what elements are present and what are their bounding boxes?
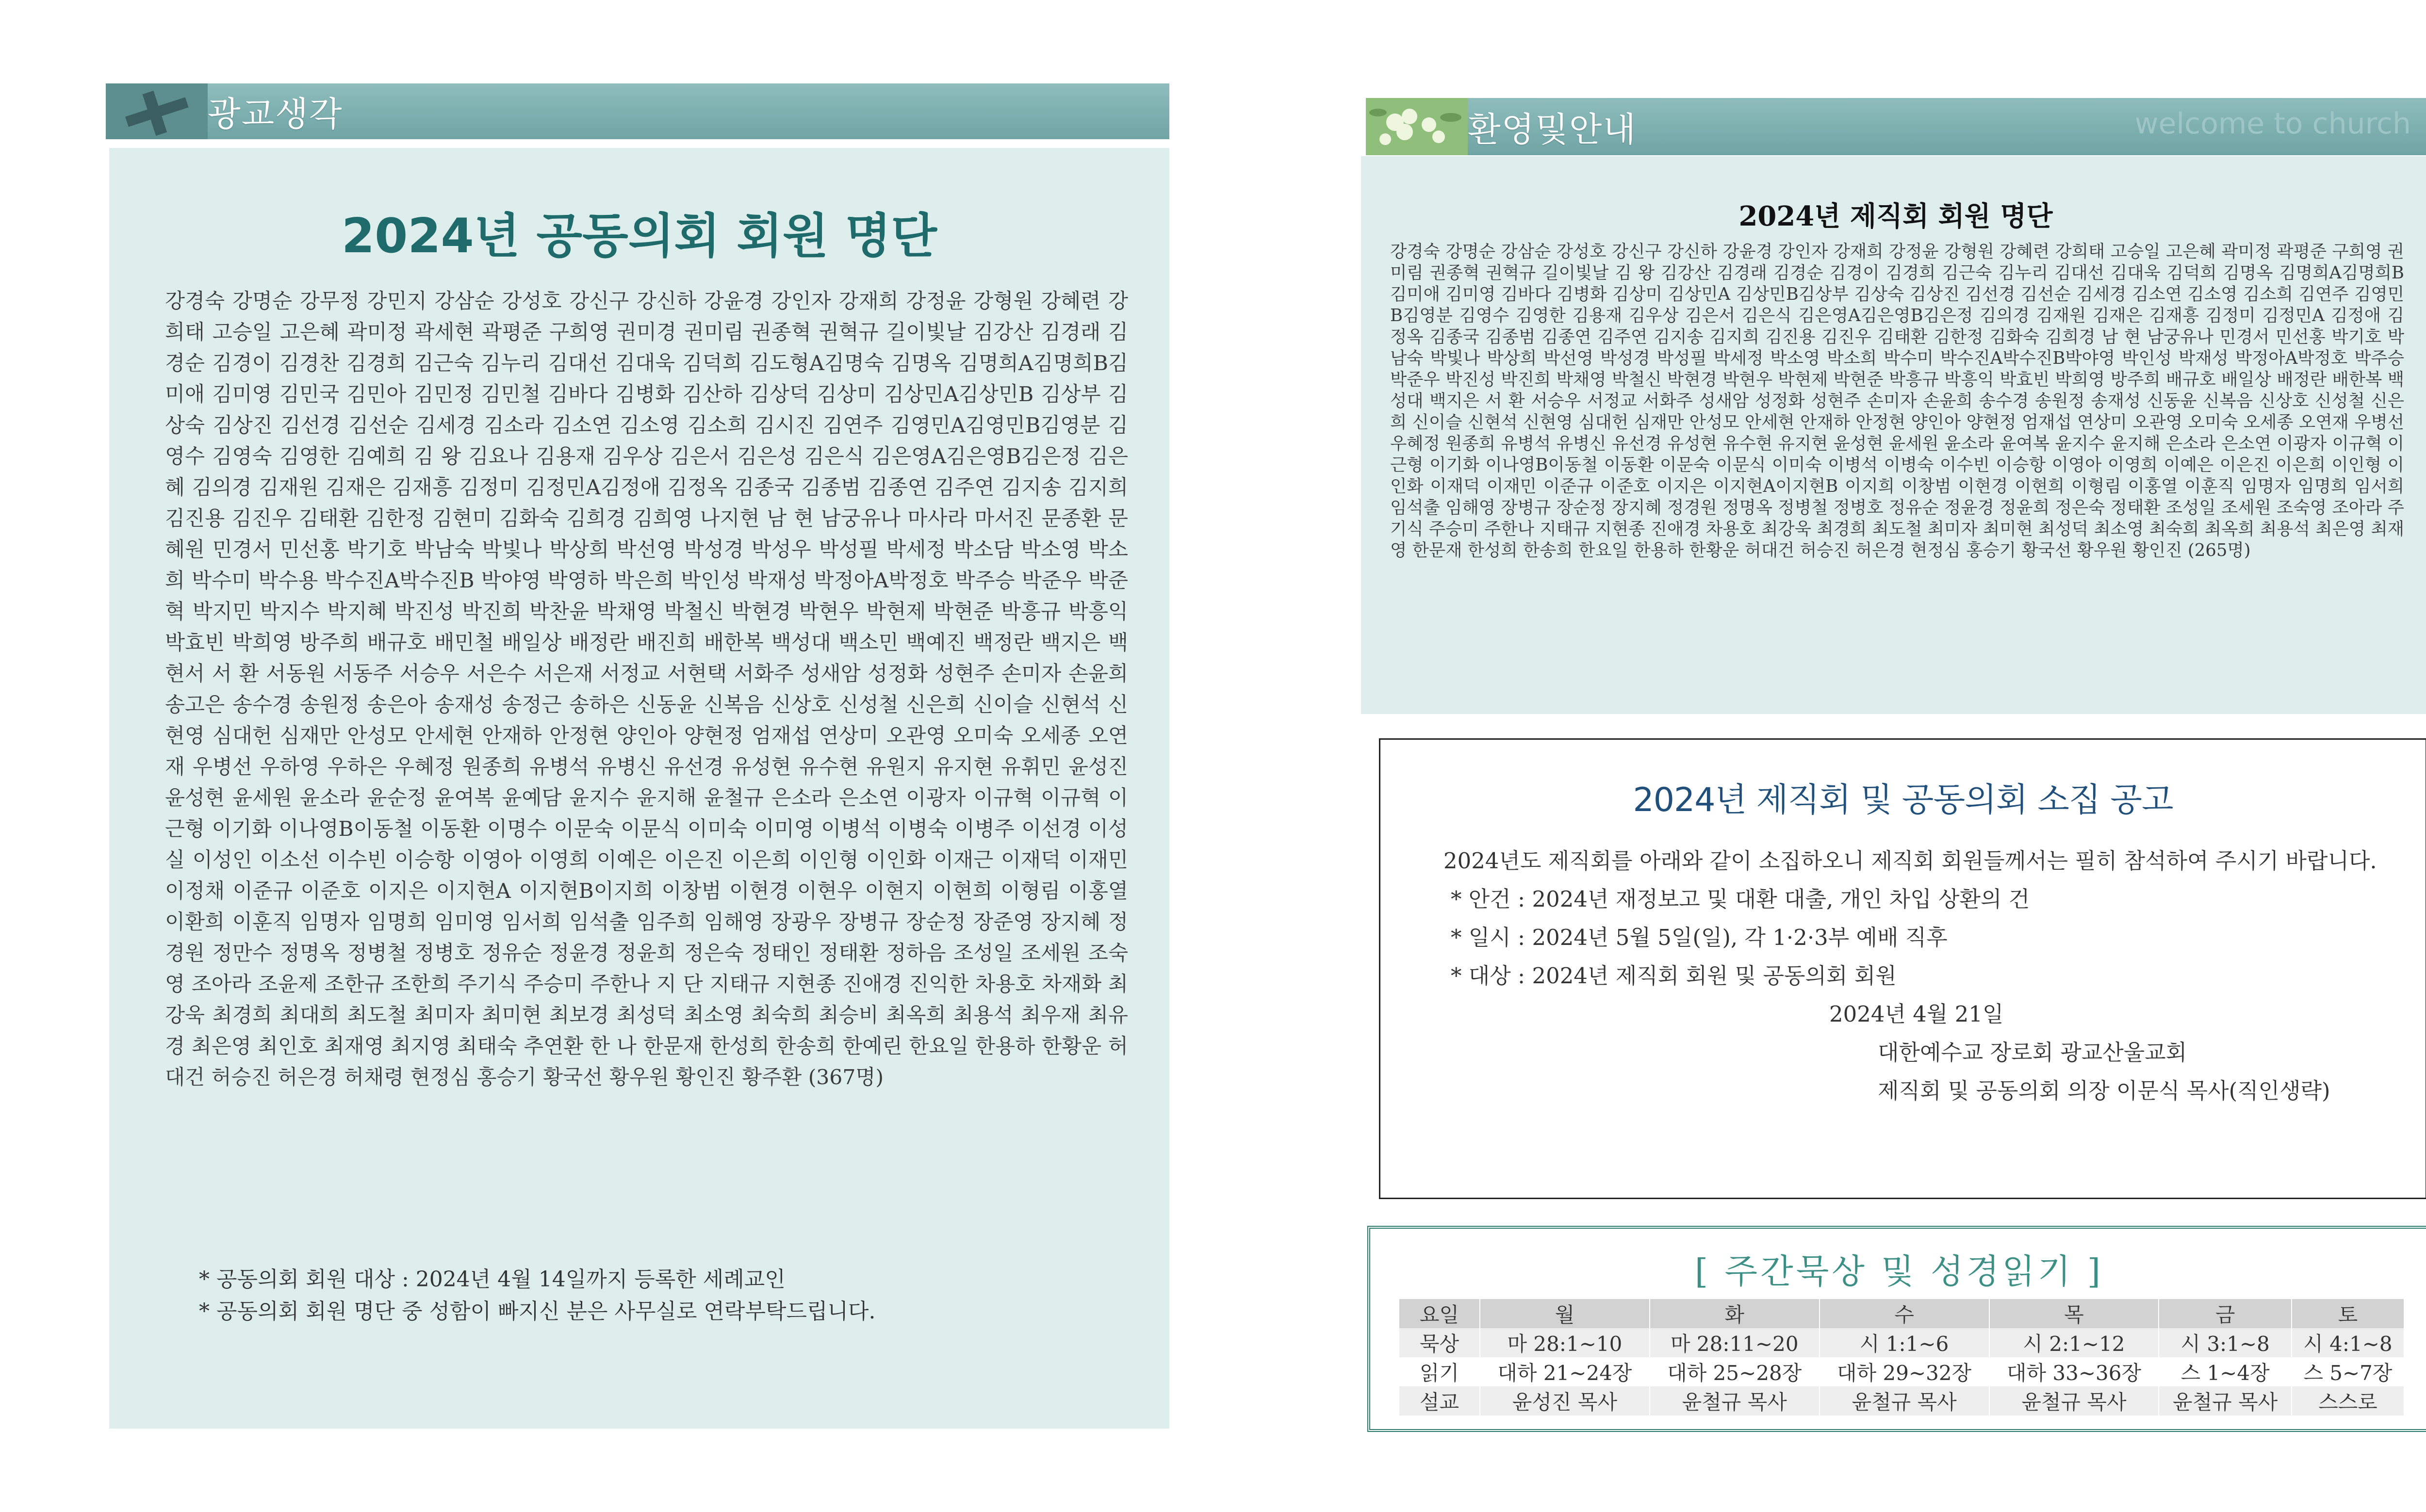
- left-header-title: 광교생각: [208, 94, 343, 134]
- devotion-cell: 시 3:1~8: [2159, 1328, 2291, 1357]
- notice-item: * 대상 : 2024년 제직회 회원 및 공동의회 회원: [1451, 963, 1897, 989]
- devotion-row: [1399, 1357, 2404, 1386]
- notice-title: 2024년 제직회 및 공동의회 소집 공고: [1633, 781, 2173, 819]
- devotion-row: [1399, 1328, 2404, 1357]
- devotion-cell: 대하 21~24장: [1480, 1357, 1650, 1386]
- devotion-cell: 시 2:1~12: [1989, 1328, 2159, 1357]
- devotion-cell: 묵상: [1399, 1328, 1480, 1357]
- roster-title: 2024년 공동의회 회원 명단: [341, 209, 937, 264]
- welcome-subtitle: welcome to church: [2134, 107, 2411, 141]
- devotion-header-cell: 요일: [1399, 1299, 1480, 1328]
- devotion-cell: 대하 29~32장: [1820, 1357, 1989, 1386]
- staff-roster-panel: [1361, 156, 2426, 714]
- congregation-roster-panel: [109, 148, 1169, 1429]
- devotion-header-cell: 화: [1650, 1299, 1820, 1328]
- notice-item: * 일시 : 2024년 5월 5일(일), 각 1·2·3부 예배 직후: [1451, 925, 1948, 950]
- staff-roster-names: 강경숙 강명순 강삼순 강성호 강신구 강신하 강윤경 강인자 강재희 강정윤 강형원 강혜련 강희태 고승일 고은혜 곽미정 곽평준 구희영 권미림 권종혁 권혁규 길이빛날 김 왕 김강산 김경래 김경순 김경이 김경희 김근숙 김누리 김대선 김대욱 김덕희 김명옥 김명희A김명희B김미애 김미영 김바다 김병화 김상미 김상민A 김상민B김상부 김상숙 김상진 김선경 김선순 김세경 김소연 김소영 김소희 김연주 김영민B김영분 김영수 김영한 김용재 김우상 김은서 김은식 김은영A김은영B김은정 김의경 김재원 김재은 김재흥 김정미 김정민A 김정애 김정옥 김종국 김종범 김종연 김주연 김지송 김지희 김진용 김진우 김태환 김한정 김화숙 김희경 남 현 남궁유나 민경서 민선홍 박기호 박남숙 박빛나 박상희 박선영 박성경 박성필 박세정 박소영 박소희 박수미 박수진A박수진B박야영 박인성 박재성 박정아A박정호 박주승 박준우 박진성 박진희 박채영 박철신 박현경 박현우 박현제 박현준 박흥규 박흥익 박효빈 박희영 방주희 배규호 배일상 배정란 배한복 백성대 백지은 서 환 서승우 서정교 서화주 성새암 성정화 성현주 손미자 손윤희 송수경 송원정 송재성 신동윤 신복음 신상호 신성철 신은희 신이슬 신현석 신현영 심대헌 심재만 안성모 안세현 안재하 안정현 양인아 양현정 엄재섭 연상미 오관영 오미숙 오세종 오연재 우병선 우혜정 원종희 유병석 유병신 유선경 유성현 유수현 유지현 윤성현 윤세원 윤소라 윤여복 윤지수 윤지해 은소라 은소연 이광자 이규혁 이근형 이기화 이나영B이동철 이동환 이문숙 이문식 이미숙 이병석 이병숙 이수빈 이승항 이영아 이영희 이예은 이은진 이은희 이인형 이인화 이재덕 이재민 이준규 이준호 이지은 이지현A이지현B 이지희 이창범 이현경 이현희 이형림 이홍열 이훈직 임명자 임명희 임서희 임석출 임해영 장병규 장순정 장지혜 정경원 정명옥 정병철 정병호 정유순 정윤경 정윤희 정은숙 정태환 조성일 조세원 조숙영 조아라 주기식 주승미 주한나 지태규 지현종 진애경 차용호 최강욱 최경희 최도철 최미자 최미현 최성덕 최소영 최숙희 최옥희 최용석 최은영 최재영 한문재 한성희 한송희 한요일 한용하 한황운 허대건 허승진 허은경 현정심 홍승기 황국선 황우원 황인진 (265명): [1390, 242, 2404, 560]
- devotion-cell: 시 4:1~8: [2292, 1328, 2404, 1357]
- devotion-cell: 윤성진 목사: [1480, 1386, 1650, 1415]
- devotion-cell: 윤철규 목사: [1989, 1386, 2159, 1415]
- notice-date: 2024년 4월 21일: [1829, 1001, 2004, 1027]
- roster-notes: [199, 1264, 875, 1328]
- devotion-header-cell: 수: [1820, 1299, 1989, 1328]
- right-header-title: 환영및안내: [1468, 109, 1637, 149]
- notice-intro: 2024년도 제직회를 아래와 같이 소집하오니 제직회 회원들께서는 필히 참석하여 주시기 바랍니다.: [1443, 848, 2377, 874]
- notice-item: * 안건 : 2024년 재정보고 및 대환 대출, 개인 차입 상환의 건: [1451, 886, 2030, 912]
- flower-icon: [1366, 98, 1468, 155]
- devotion-cell: 시 1:1~6: [1820, 1328, 1989, 1357]
- weekly-devotion-frame: [1367, 1226, 2426, 1432]
- devotion-header-cell: 금: [2159, 1299, 2291, 1328]
- roster-note: * 공동의회 회원 대상 : 2024년 4월 14일까지 등록한 세례교인: [199, 1267, 786, 1292]
- staff-roster-title: 2024년 제직회 회원 명단: [1738, 200, 2053, 232]
- devotion-header-cell: 월: [1480, 1299, 1650, 1328]
- devotion-table: [1399, 1299, 2404, 1415]
- devotion-cell: 스 1~4장: [2159, 1357, 2291, 1386]
- roster-note: * 공동의회 회원 명단 중 성함이 빠지신 분은 사무실로 연락부탁드립니다.: [199, 1299, 876, 1324]
- devotion-cell: 윤철규 목사: [1650, 1386, 1820, 1415]
- devotion-cell: 마 28:11~20: [1650, 1328, 1820, 1357]
- devotion-row: [1399, 1386, 2404, 1415]
- devotion-cell: 스 5~7장: [2292, 1357, 2404, 1386]
- devotion-header-cell: 목: [1989, 1299, 2159, 1328]
- left-section-header: [106, 83, 1169, 139]
- devotion-cell: 스스로: [2292, 1386, 2404, 1415]
- notice-church: 대한예수교 장로회 광교산울교회: [1878, 1040, 2187, 1065]
- devotion-cell: 설교: [1399, 1386, 1480, 1415]
- devotion-cell: 윤철규 목사: [2159, 1386, 2291, 1415]
- devotion-cell: 대하 25~28장: [1650, 1357, 1820, 1386]
- notice-signature: 제직회 및 공동의회 의장 이문식 목사(직인생략): [1878, 1078, 2330, 1104]
- devotion-cell: 윤철규 목사: [1820, 1386, 1989, 1415]
- devotion-header-row: [1399, 1299, 2404, 1328]
- devotion-cell: 읽기: [1399, 1357, 1480, 1386]
- notice-body: [1426, 842, 2387, 1110]
- devotion-title: [ 주간묵상 및 성경읽기 ]: [1694, 1252, 2104, 1291]
- meeting-notice: [1379, 738, 2426, 1199]
- devotion-cell: 대하 33~36장: [1989, 1357, 2159, 1386]
- roster-names: 강경숙 강명순 강무정 강민지 강삼순 강성호 강신구 강신하 강윤경 강인자 강재희 강정윤 강형원 강혜련 강희태 고승일 고은혜 곽미정 곽세현 곽평준 구희영 권미경 권미림 권종혁 권혁규 길이빛날 김강산 김경래 김경순 김경이 김경찬 김경희 김근숙 김누리 김대선 김대욱 김덕희 김도형A김명숙 김명옥 김명희A김명희B김미애 김미영 김민국 김민아 김민정 김민철 김바다 김병화 김산하 김상덕 김상미 김상민A김상민B 김상부 김상숙 김상진 김선경 김선순 김세경 김소라 김소연 김소영 김소희 김시진 김연주 김영민A김영민B김영분 김영수 김영숙 김영한 김예희 김 왕 김요나 김용재 김우상 김은서 김은성 김은식 김은영A김은영B김은정 김은혜 김의경 김재원 김재은 김재흥 김정미 김정민A김정애 김정옥 김종국 김종범 김종연 김주연 김지송 김지희 김진용 김진우 김태환 김한정 김현미 김화숙 김희경 김희영 나지현 남 현 남궁유나 마사라 마서진 문종환 문혜원 민경서 민선홍 박기호 박남숙 박빛나 박상희 박선영 박성경 박성우 박성필 박세정 박소담 박소영 박소희 박수미 박수용 박수진A박수진B 박야영 박영하 박은희 박인성 박재성 박정아A박정호 박주승 박준우 박준혁 박지민 박지수 박지혜 박진성 박진희 박찬윤 박채영 박철신 박현경 박현우 박현제 박현준 박흥규 박흥익 박효빈 박희영 방주희 배규호 배민철 배일상 배정란 배진희 배한복 백성대 백소민 백예진 백정란 백지은 백현서 서 환 서동원 서동주 서승우 서은수 서은재 서정교 서현택 서화주 성새암 성정화 성현주 손미자 손윤희 송고은 송수경 송원정 송은아 송재성 송정근 송하은 신동윤 신복음 신상호 신성철 신은희 신이슬 신현석 신현영 심대헌 심재만 안성모 안세현 안재하 안정현 양인아 양현정 엄재섭 연상미 오관영 오미숙 오세종 오연재 우병선 우하영 우하은 우혜정 원종희 유병석 유병신 유선경 유성현 유수현 유원지 유지현 유휘민 윤성진 윤성현 윤세원 윤소라 윤순정 윤여복 윤예담 윤지수 윤지해 윤철규 은소라 은소연 이광자 이규혁 이규혁 이근형 이기화 이나영B이동철 이동환 이명수 이문숙 이문식 이미숙 이미영 이병석 이병숙 이병주 이선경 이성실 이성인 이소선 이수빈 이승항 이영아 이영희 이예은 이은진 이은희 이인형 이인화 이재근 이재덕 이재민 이정채 이준규 이준호 이지은 이지현A 이지현B이지희 이창범 이현경 이현우 이현지 이현희 이형림 이홍열 이환희 이훈직 임명자 임명희 임미영 임서희 임석출 임주희 임해영 장광우 장병규 장순정 장준영 장지혜 정경원 정만수 정명옥 정병철 정병호 정유순 정윤경 정윤희 정은숙 정태인 정태환 정하음 조성일 조세원 조숙영 조아라 조윤제 조한규 조한희 주기식 주승미 주한나 지 단 지태규 지현종 진애경 진익한 차용호 차재화 최강욱 최경희 최대희 최도철 최미자 최미현 최보경 최성덕 최소영 최숙희 최승비 최옥희 최용석 최우재 최유경 최은영 최인호 최재영 최지영 최태숙 추연환 한 나 한문재 한성희 한송희 한예린 한요일 한용하 한황운 허대건 허승진 허은경 허채령 현정심 홍승기 황국선 황우원 황인진 황주환 (367명): [165, 290, 1128, 1089]
- devotion-header-cell: 토: [2292, 1299, 2404, 1328]
- cross-icon: [106, 83, 208, 139]
- right-section-header: [1366, 98, 2426, 155]
- devotion-cell: 마 28:1~10: [1480, 1328, 1650, 1357]
